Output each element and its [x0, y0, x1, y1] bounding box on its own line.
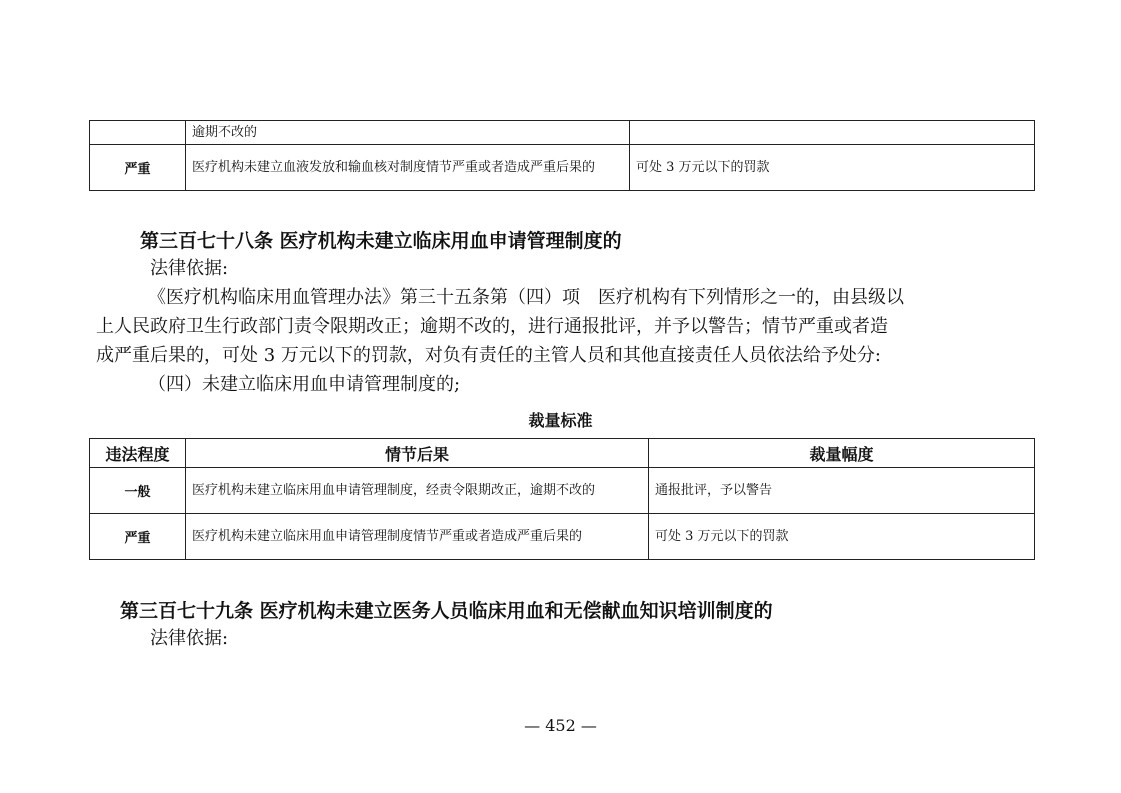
circumstance-cell: 医疗机构未建立临床用血申请管理制度，经责令限期改正，逾期不改的 — [186, 468, 649, 514]
legal-basis-label: 法律依据: — [150, 628, 229, 649]
column-header: 裁量幅度 — [649, 439, 1035, 468]
article-378-body-line: （四）未建立临床用血申请管理制度的; — [148, 374, 461, 395]
table-row — [90, 468, 1035, 514]
table-caption: 裁量标准 — [528, 411, 593, 430]
violation-level-cell: 一般 — [90, 468, 186, 514]
violation-level-cell — [90, 121, 186, 145]
article-379-heading: 第三百七十九条 医疗机构未建立医务人员临床用血和无偿献血知识培训制度的 — [120, 600, 773, 622]
discretion-table-continued — [89, 120, 1035, 191]
page-number: — 452 — — [524, 716, 597, 735]
column-header: 违法程度 — [90, 439, 186, 468]
violation-level-cell: 严重 — [90, 145, 186, 191]
article-378-heading: 第三百七十八条 医疗机构未建立临床用血申请管理制度的 — [140, 230, 622, 252]
penalty-cell: 通报批评，予以警告 — [649, 468, 1035, 514]
circumstance-cell: 医疗机构未建立血液发放和输血核对制度情节严重或者造成严重后果的 — [186, 145, 630, 191]
discretion-table — [89, 438, 1035, 560]
penalty-cell: 可处 3 万元以下的罚款 — [649, 514, 1035, 560]
circumstance-cell: 逾期不改的 — [186, 121, 630, 145]
article-378-body-line: 《医疗机构临床用血管理办法》第三十五条第（四）项 医疗机构有下列情形之一的，由县级以 — [148, 287, 904, 308]
violation-level-cell: 严重 — [90, 514, 186, 560]
circumstance-cell: 医疗机构未建立临床用血申请管理制度情节严重或者造成严重后果的 — [186, 514, 649, 560]
legal-basis-label: 法律依据: — [150, 258, 229, 279]
table-row — [90, 121, 1035, 145]
article-378-body-line: 成严重后果的，可处 3 万元以下的罚款，对负有责任的主管人员和其他直接责任人员依法给予处分: — [96, 345, 881, 366]
penalty-cell — [630, 121, 1035, 145]
table-row — [90, 145, 1035, 191]
penalty-cell: 可处 3 万元以下的罚款 — [630, 145, 1035, 191]
article-378-body-line: 上人民政府卫生行政部门责令限期改正；逾期不改的，进行通报批评，并予以警告；情节严重或者造 — [96, 316, 888, 337]
table-header-row — [90, 439, 1035, 468]
table-row — [90, 514, 1035, 560]
column-header: 情节后果 — [186, 439, 649, 468]
